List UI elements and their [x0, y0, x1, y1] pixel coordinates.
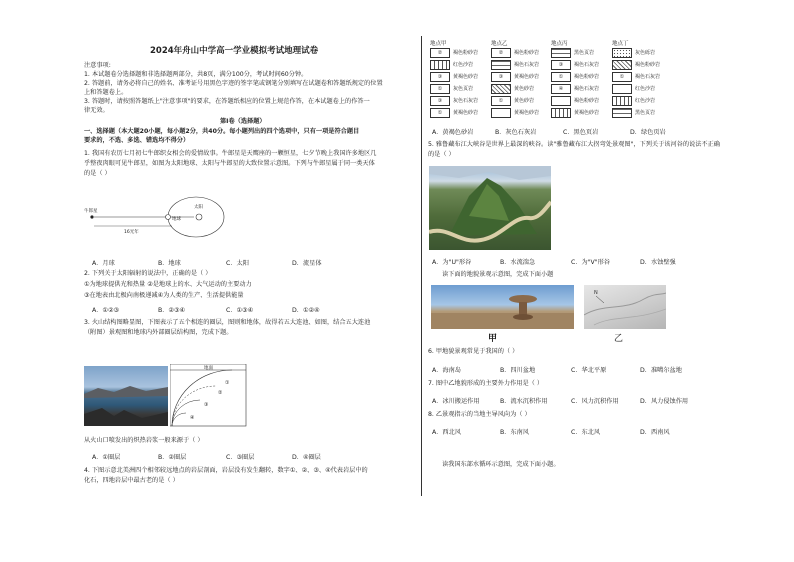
- rock-layer-label: 黑色页岩: [635, 110, 656, 116]
- rock-layer-cell: ③: [491, 72, 511, 82]
- rock-layer-label: 黄褐色砂岩: [453, 74, 479, 80]
- q1-option-d[interactable]: D．流星体: [292, 260, 322, 267]
- q4-option-a[interactable]: A．黄褐色砂岩: [432, 129, 474, 136]
- q4-option-c[interactable]: C．黑色页岩: [563, 129, 599, 136]
- rock-layer-cell: [491, 60, 511, 70]
- q3-stem-b: （附图）景观图和地球内外部圈层结构图，完成下题。: [84, 329, 233, 336]
- rock-layer-label: 黄褐色砂岩: [574, 110, 600, 116]
- rock-layer-label: 红色沙岩: [453, 62, 474, 68]
- q5-yarlung-gorge-photo: [429, 166, 551, 250]
- q9-intro: 读我国东部水循环示意图，完成下面小题。: [442, 461, 560, 468]
- section-heading: 第Ⅰ卷（选择题）: [220, 118, 266, 125]
- rock-layer-cell: ④: [551, 84, 571, 94]
- q5-stem-b: 的是（ ）: [428, 151, 455, 158]
- rock-layer-cell: [612, 96, 632, 106]
- note-3a: 3. 答题时，请按照答题纸上"注意事项"的要求，在答题纸相应的位置上规范作答，在本试题卷上的作答一: [84, 98, 370, 105]
- rock-layer-cell: ①: [430, 108, 450, 118]
- q3-option-d[interactable]: D．④圈层: [292, 454, 321, 461]
- column-c-heading: 地点丙: [551, 41, 568, 47]
- rock-layer-label: 灰色砾岩: [635, 50, 656, 56]
- rock-layer-cell: [430, 60, 450, 70]
- rock-layer-label: 黑色页岩: [574, 50, 595, 56]
- photo-jia-caption: 甲: [488, 334, 498, 344]
- q6-option-b[interactable]: B．四川盆地: [500, 367, 536, 374]
- earth-label: 地球: [172, 217, 181, 222]
- rock-layer-label: 红色沙岩: [635, 86, 656, 92]
- q2-option-a[interactable]: A．①②③: [92, 307, 120, 314]
- q7-option-d[interactable]: D．风力侵蚀作用: [640, 398, 689, 405]
- q5-option-d[interactable]: D．水蚀壁强: [640, 259, 676, 266]
- q5-stem-a: 5. 雅鲁藏布江大峡谷是世界上最深的峡谷。读"雅鲁藏布江大拐弯处景观图"，下列关于该河谷的说法不正确: [428, 141, 720, 148]
- note-1: 1. 本试题卷分选择题和非选择题两部分，共8页，满分100分，考试时间60分钟。: [84, 71, 308, 78]
- photo-yi-caption: 乙: [614, 334, 624, 344]
- rock-layer-label: 褐色粉砂岩: [574, 98, 600, 104]
- earth-icon: [166, 215, 171, 220]
- q6-sand-dune-photo: [584, 285, 666, 329]
- layer-1-label: ①: [225, 380, 230, 386]
- altair-label: 牛郎星: [84, 209, 98, 214]
- sun-label: 太阳: [194, 205, 203, 210]
- rock-layer-cell: ②: [430, 48, 450, 58]
- q3-stem-a: 3. 火山结构图略显图，下图表示了五个相连的圈层，图则和地体，故得若五大连池、如图，结合五大连池: [84, 319, 371, 326]
- q6-8-intro: 读下面的地貌景观示意图，完成下面小题: [442, 271, 554, 278]
- q6-option-d[interactable]: D．准噶尔盆地: [640, 367, 682, 374]
- note-2a: 2. 答题前，请务必将自己的姓名、准考证号用黑色字迹的签字笔或钢笔分别填写在试题卷和答题纸规定的位置: [84, 80, 383, 87]
- q4-stem-a: 4. 下图示意北美洲四个相邻较远地点的岩层剖面，岩层没有发生翻转，数字①、②、③、④代表岩层中的: [84, 467, 368, 474]
- q8-option-b[interactable]: B．东南风: [500, 429, 529, 436]
- rock-layer-cell: [491, 108, 511, 118]
- rock-layer-cell: ③: [430, 72, 450, 82]
- svg-text:N: N: [594, 290, 598, 296]
- layer-3-label: ③: [204, 402, 209, 408]
- q4-option-b[interactable]: B．灰色石灰岩: [495, 129, 537, 136]
- q1-stem-c: 的是（ ）: [84, 170, 111, 177]
- q7-option-b[interactable]: B．流水沉积作用: [500, 398, 548, 405]
- rock-layer-cell: ③: [551, 60, 571, 70]
- q1-stem-a: 1. 我国有农历七月初七牛郎织女相会的爱情故事。牛郎星是天鹰座的一颗恒星，七夕节晚上我国许多地区几: [84, 150, 377, 157]
- rock-layer-cell: ①: [491, 96, 511, 106]
- rock-layer-label: 褐色石灰岩: [514, 62, 540, 68]
- note-2b: 上和答题卷上。: [84, 89, 128, 96]
- rock-layer-label: 黄色砂岩: [514, 86, 535, 92]
- exam-title: 2024年舟山中学高一学业模拟考试地理试卷: [150, 46, 319, 56]
- q1-option-c[interactable]: C．太阳: [226, 260, 249, 267]
- q5-option-b[interactable]: B．水流湍急: [500, 259, 536, 266]
- layer-2-label: ②: [218, 390, 223, 396]
- rock-layer-cell: [551, 108, 571, 118]
- q2-statement-1: ①为地球提供光和热量 ②是地球上的水、大气运动的主要动力: [84, 281, 252, 288]
- part1-instructions-b: 要求的，不选、多选、错选均不得分）: [84, 137, 190, 144]
- q1-option-b[interactable]: B．地球: [158, 260, 181, 267]
- q7-stem: 7. 图中乙地貌形成的主要外力作用是（ ）: [428, 380, 544, 387]
- column-b-heading: 地点乙: [491, 41, 508, 47]
- rock-layer-label: 灰色石灰岩: [453, 98, 479, 104]
- rock-layer-label: 褐色石灰岩: [635, 74, 661, 80]
- q7-option-c[interactable]: C．风力沉积作用: [571, 398, 619, 405]
- rock-layer-cell: [612, 48, 632, 58]
- q5-option-c[interactable]: C．为"V"形谷: [571, 259, 610, 266]
- q3-question: 从火山口喷发出的炽热岩浆一般来源于（ ）: [84, 437, 204, 444]
- q3-earth-layers-diagram: [170, 364, 248, 428]
- q4-stem-b: 化石，四地岩层中最古老的是（ ）: [84, 477, 179, 484]
- q8-stem: 8. 乙景观指示的当地主导风向为（ ）: [428, 411, 531, 418]
- q2-option-b[interactable]: B．②③④: [158, 307, 186, 314]
- rock-layer-cell: ①: [612, 72, 632, 82]
- note-3b: 律无效。: [84, 107, 109, 114]
- sun-icon: [196, 214, 202, 220]
- q3-option-c[interactable]: C．③圈层: [226, 454, 255, 461]
- rock-layer-label: 褐色石灰岩: [574, 86, 600, 92]
- rock-layer-label: 黄褐色砂岩: [514, 110, 540, 116]
- rock-layer-cell: [612, 84, 632, 94]
- part1-instructions-a: 一、选择题（本大题20小题，每小题2分，共40分。每小题列出的四个选项中，只有一项是符合题目: [84, 128, 360, 135]
- rock-layer-cell: [551, 48, 571, 58]
- column-divider: [421, 36, 422, 496]
- q1-orbit-diagram: [84, 192, 234, 244]
- rock-layer-cell: [491, 84, 511, 94]
- q2-statement-2: ③在地表由北极向南极递减④为人类的生产、生活提供能量: [84, 292, 244, 299]
- q6-option-c[interactable]: C．华北平原: [571, 367, 607, 374]
- q6-mushroom-rock-photo: [431, 285, 574, 329]
- rock-layer-label: 灰色页岩: [453, 86, 474, 92]
- notes-heading: 注意事项:: [84, 62, 111, 69]
- rock-layer-cell: [612, 108, 632, 118]
- q2-stem: 2. 下列关于太阳辐射的说法中，正确的是（ ）: [84, 270, 212, 277]
- q8-option-a[interactable]: A．西北风: [432, 429, 461, 436]
- q8-option-c[interactable]: C．东北风: [571, 429, 601, 436]
- q8-option-d[interactable]: D．西南风: [640, 429, 670, 436]
- rock-layer-label: 黄褐色砂岩: [514, 74, 540, 80]
- rock-layer-cell: [551, 96, 571, 106]
- rock-layer-label: 黄褐色砂岩: [453, 110, 479, 116]
- altair-star-icon: [90, 215, 93, 218]
- rock-layer-cell: ①: [551, 72, 571, 82]
- rock-layer-label: 褐色粉砂岩: [453, 50, 479, 56]
- rock-layer-label: 褐色粉砂岩: [635, 62, 661, 68]
- rock-layer-label: 黄色砂岩: [514, 98, 535, 104]
- q7-option-a[interactable]: A．冰川搬运作用: [432, 398, 480, 405]
- q2-option-c[interactable]: C．①③④: [226, 307, 254, 314]
- q1-option-a[interactable]: A．月球: [92, 260, 115, 267]
- q1-stem-b: 乎整夜肉眼可见牛郎星，如图为太阳地球、太阳与牛郎星的大致位置示意图。下列与牛郎星属于同一类天体: [84, 160, 375, 167]
- q3-option-a[interactable]: A．①圈层: [92, 454, 121, 461]
- column-a-heading: 地点甲: [430, 41, 447, 47]
- q4-option-d[interactable]: D．绿色页岩: [630, 129, 666, 136]
- rock-layer-label: 褐色石灰岩: [574, 62, 600, 68]
- rock-layer-label: 红色沙岩: [635, 98, 656, 104]
- column-d-heading: 地点丁: [612, 41, 629, 47]
- rock-layer-cell: ③: [430, 96, 450, 106]
- q3-option-b[interactable]: B．②圈层: [158, 454, 187, 461]
- surface-label: 地面: [204, 366, 213, 371]
- q3-volcanic-lake-photo: [84, 366, 168, 426]
- rock-layer-cell: ②: [491, 48, 511, 58]
- q6-option-a[interactable]: A．海南岛: [432, 367, 461, 374]
- rock-layer-label: 褐色粉砂岩: [514, 50, 540, 56]
- q6-stem: 6. 甲地貌景观常见于我国的（ ）: [428, 348, 519, 355]
- layer-4-label: ④: [190, 415, 195, 421]
- q5-option-a[interactable]: A．为"U"形谷: [432, 259, 472, 266]
- rock-layer-cell: [612, 60, 632, 70]
- rock-layer-cell: ①: [430, 84, 450, 94]
- distance-label: 16光年: [124, 230, 139, 235]
- q2-option-d[interactable]: D．①②④: [292, 307, 320, 314]
- rock-layer-label: 褐色粉砂岩: [574, 74, 600, 80]
